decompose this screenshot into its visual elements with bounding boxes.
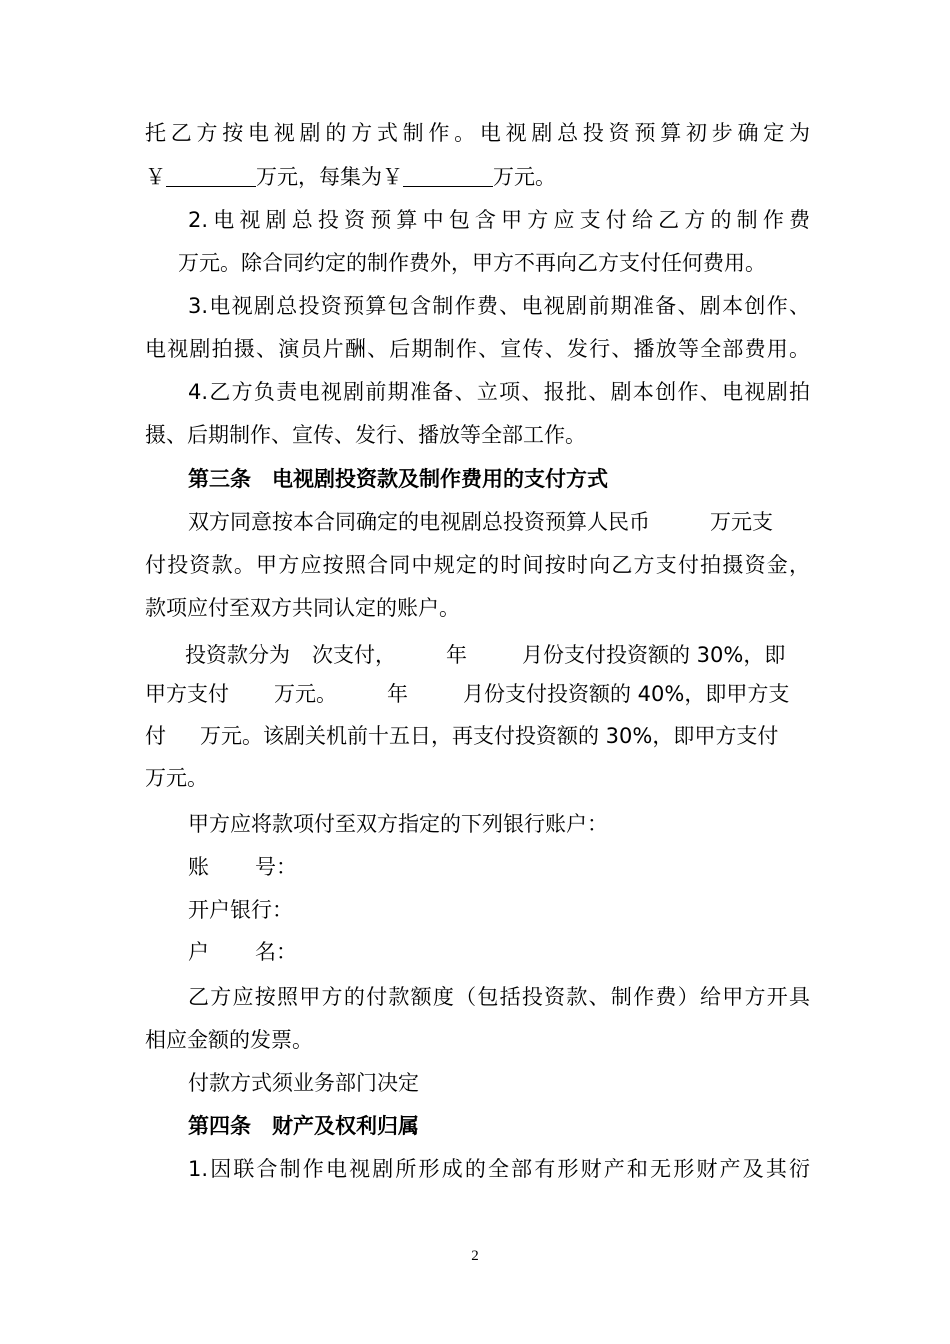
text-fragment: 月份支付投资额的 40%，即甲方支 bbox=[463, 682, 790, 706]
blank-field bbox=[403, 166, 493, 187]
text-line bbox=[145, 680, 810, 708]
text-fragment: 投资款分为 bbox=[185, 643, 290, 667]
text-line bbox=[185, 641, 810, 669]
text-fragment: 号： bbox=[255, 855, 297, 879]
text-line: 4.乙方负责电视剧前期准备、立项、报批、剧本创作、电视剧拍 bbox=[188, 380, 810, 404]
text-fragment: 年 bbox=[387, 682, 408, 706]
text-fragment: 万元支 bbox=[710, 510, 773, 534]
text-fragment: 年 bbox=[446, 643, 467, 667]
text-fragment: 万元。 bbox=[493, 165, 556, 189]
text-line: 付款方式须业务部门决定 bbox=[188, 1071, 419, 1095]
text-fragment: 万元。 bbox=[274, 682, 337, 706]
text-line: 摄、后期制作、宣传、发行、播放等全部工作。 bbox=[145, 423, 586, 447]
section-heading: 第三条 电视剧投资款及制作费用的支付方式 bbox=[188, 467, 608, 491]
text-line: 乙方应按照甲方的付款额度（包括投资款、制作费）给甲方开具 bbox=[188, 985, 810, 1009]
section-heading: 第四条 财产及权利归属 bbox=[188, 1114, 419, 1138]
text-line: 3.电视剧总投资预算包含制作费、电视剧前期准备、剧本创作、 bbox=[188, 294, 810, 318]
text-line: 开户银行： bbox=[188, 898, 293, 922]
text-fragment: 户 bbox=[188, 940, 209, 964]
text-line bbox=[145, 722, 810, 750]
text-line: 托乙方按电视剧的方式制作。电视剧总投资预算初步确定为 bbox=[145, 121, 810, 145]
page-number: 2 bbox=[471, 1248, 479, 1264]
text-line: 付投资款。甲方应按照合同中规定的时间按时向乙方支付拍摄资金， bbox=[145, 553, 810, 577]
text-line bbox=[145, 163, 810, 191]
text-fragment: 账 bbox=[188, 855, 209, 879]
text-fragment: 双方同意按本合同确定的电视剧总投资预算人民币 bbox=[188, 510, 650, 534]
blank-field bbox=[166, 166, 256, 187]
text-line bbox=[188, 508, 810, 536]
text-fragment: 月份支付投资额的 30%，即 bbox=[522, 643, 786, 667]
text-line: 电视剧拍摄、演员片酬、后期制作、宣传、发行、播放等全部费用。 bbox=[145, 337, 810, 361]
text-fragment: 甲方支付 bbox=[145, 682, 229, 706]
text-line: 万元。 bbox=[145, 766, 208, 790]
text-line bbox=[188, 853, 810, 881]
text-fragment: 万元，每集为￥ bbox=[256, 165, 403, 189]
text-line: 甲方应将款项付至双方指定的下列银行账户： bbox=[188, 812, 608, 836]
text-fragment: 万元。该剧关机前十五日，再支付投资额的 30%，即甲方支付 bbox=[200, 724, 779, 748]
text-line: 相应金额的发票。 bbox=[145, 1028, 313, 1052]
text-fragment: 名： bbox=[255, 940, 297, 964]
text-line: 1.因联合制作电视剧所形成的全部有形财产和无形财产及其衍 bbox=[188, 1157, 810, 1181]
text-line: 2.电视剧总投资预算中包含甲方应支付给乙方的制作费 bbox=[188, 208, 810, 232]
text-line bbox=[188, 938, 810, 966]
text-fragment: ￥ bbox=[145, 165, 166, 189]
text-fragment: 付 bbox=[145, 724, 166, 748]
text-fragment: 次支付， bbox=[312, 643, 396, 667]
text-line: 款项应付至双方共同认定的账户。 bbox=[145, 596, 460, 620]
text-line: 万元。除合同约定的制作费外，甲方不再向乙方支付任何费用。 bbox=[178, 251, 766, 275]
